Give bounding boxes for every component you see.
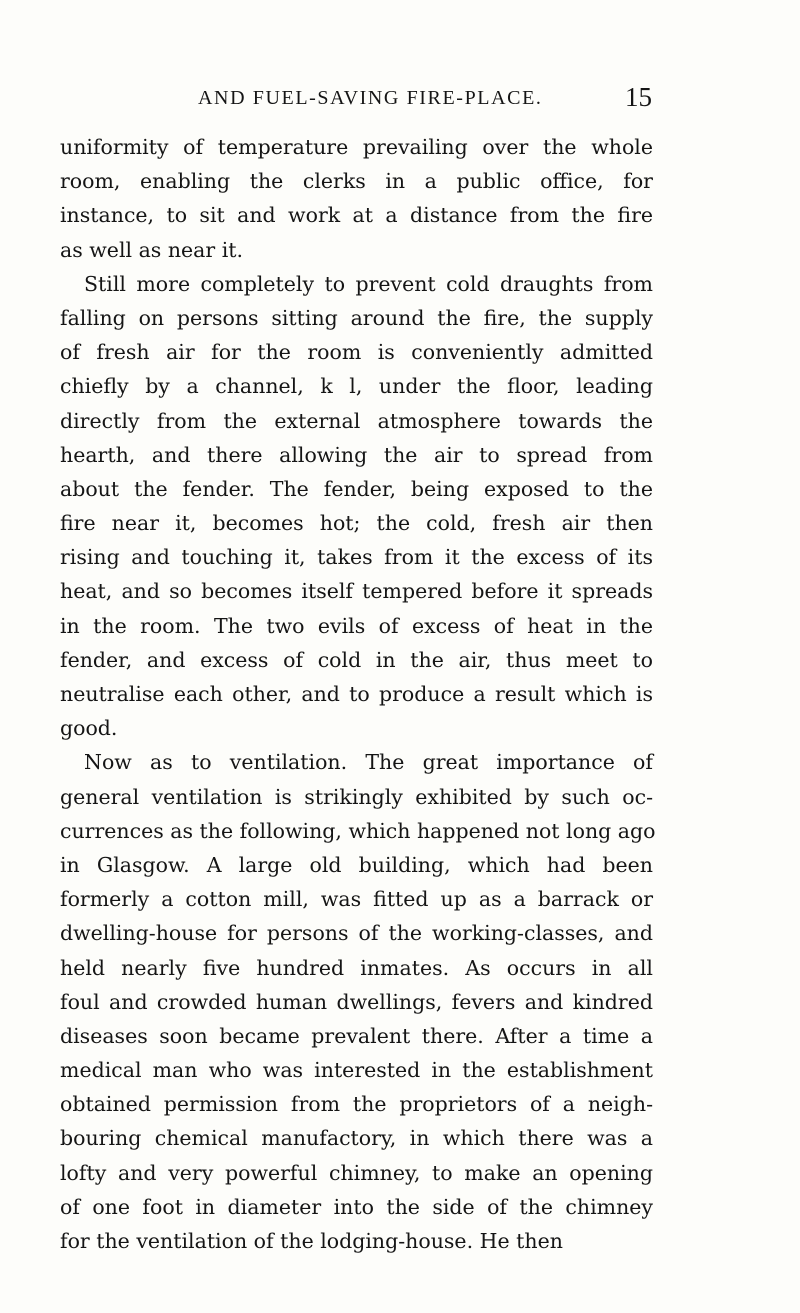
running-head (0, 82, 800, 117)
text-line: in the room. The two evils of excess of heat in the (60, 613, 653, 638)
text-line: heat, and so becomes itself tempered before it spreads (60, 579, 653, 604)
text-line: rising and touching it, takes from it the excess of its (60, 545, 653, 570)
text-line: in Glasgow. A large old building, which had been (60, 852, 653, 877)
running-head-title: AND FUEL-SAVING FIRE-PLACE. (198, 87, 543, 109)
text-line: of one foot in diameter into the side of the chimney (60, 1194, 653, 1219)
text-line: of fresh air for the room is conveniently admitted (60, 340, 653, 365)
text-line: hearth, and there allowing the air to spread from (60, 442, 653, 467)
text-line: lofty and very powerful chimney, to make an opening (60, 1160, 653, 1185)
page-number: 15 (625, 82, 652, 112)
text-line: neutralise each other, and to produce a result which is (60, 682, 653, 706)
text-line: bouring chemical manufactory, in which there was a (60, 1126, 653, 1151)
text-line: medical man who was interested in the establishment (60, 1058, 653, 1083)
text-line: falling on persons sitting around the fire, the supply (60, 305, 653, 330)
text-line: instance, to sit and work at a distance from the fire (60, 203, 653, 228)
text-line: currences as the following, which happened not long ago (60, 818, 656, 843)
text-line: formerly a cotton mill, was fitted up as a barrack or (60, 887, 653, 912)
text-line: dwelling-house for persons of the working-classes, and (60, 921, 653, 946)
text-line: obtained permission from the proprietors of a neigh- (60, 1092, 653, 1117)
text-line: good. (60, 716, 118, 741)
text-line: as well as near it. (60, 237, 244, 262)
text-line: Still more completely to prevent cold draughts from (84, 271, 653, 296)
text-line: room, enabling the clerks in a public office, for (60, 169, 653, 194)
text-line: for the ventilation of the lodging-house. He then (60, 1229, 563, 1253)
text-line: about the fender. The fender, being exposed to the (60, 476, 653, 501)
text-line: fender, and excess of cold in the air, thus meet to (60, 647, 653, 672)
text-line: directly from the external atmosphere towards the (60, 408, 653, 433)
text-line: foul and crowded human dwellings, fevers and kindred (60, 989, 653, 1014)
text-line: diseases soon became prevalent there. After a time a (60, 1023, 653, 1048)
text-line: fire near it, becomes hot; the cold, fresh air then (60, 511, 653, 536)
text-line: held nearly five hundred inmates. As occurs in all (60, 955, 653, 980)
text-line: uniformity of temperature prevailing over the whole (60, 135, 653, 159)
text-line: chiefly by a channel, k l, under the floor, leading (60, 374, 653, 399)
body-text (60, 130, 656, 1258)
text-line: Now as to ventilation. The great importance of (84, 750, 653, 775)
text-line: general ventilation is strikingly exhibited by such oc- (60, 784, 653, 809)
